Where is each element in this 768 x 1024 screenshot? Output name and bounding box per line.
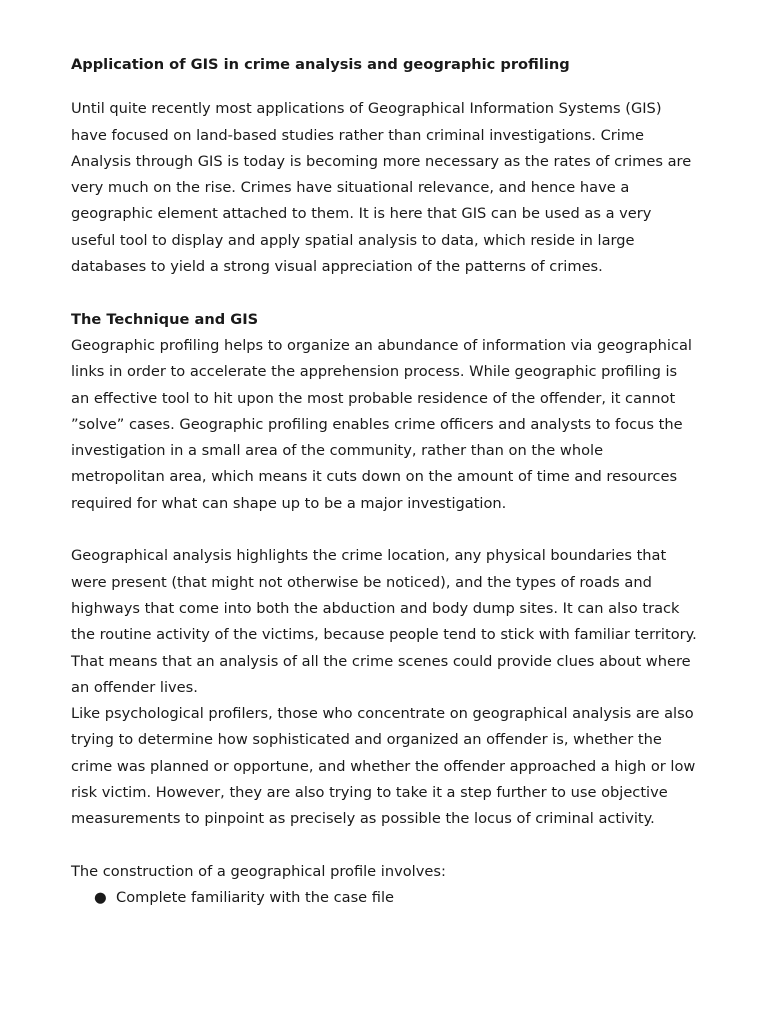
bullet-list (71, 885, 699, 911)
list-item-text: Complete familiarity with the case file (116, 889, 395, 907)
paragraph-spacer (71, 833, 699, 859)
bullet-icon: ● (94, 889, 107, 907)
intro-paragraph: Until quite recently most applications of Geographical Information Systems (GIS) have focused on land-based studies rather than criminal investigations. Crime Analysis through GIS is today is becoming more necessary as the rates of crimes are very much on the rise. Crimes have situational relevance, and hence have a geographic element attached to them. It is here that GIS can be used as a very useful tool to display and apply spatial analysis to data, which reside in large databases to yield a strong visual appreciation of the patterns of crimes. (71, 100, 692, 276)
paragraph-spacer (71, 280, 699, 306)
document-page (71, 52, 699, 912)
section-paragraph-2: Geographical analysis highlights the crime location, any physical boundaries that were present (that might not otherwise be noticed), and the types of roads and highways that come into both the abduction and body dump sites. It can also track the routine activity of the victims, because people tend to stick with familiar territory. That means that an analysis of all the crime scenes could provide clues about where an offender lives. (71, 547, 697, 696)
section-paragraph-3: Like psychological profilers, those who concentrate on geographical analysis are also trying to determine how sophisticated and organized an offender is, whether the crime was planned or opportune, and whether the offender approached a high or low risk victim. However, they are also trying to take it a step further to use objective measurements to pinpoint as precisely as possible the locus of criminal activity. (71, 705, 696, 828)
document-title: Application of GIS in crime analysis and geographic profiling (71, 56, 570, 73)
section-heading: The Technique and GIS (71, 310, 259, 328)
list-item (71, 885, 699, 911)
list-intro: The construction of a geographical profile involves: (71, 862, 446, 880)
section-paragraph-1: Geographic profiling helps to organize an abundance of information via geographical links in order to accelerate the apprehension process. While geographic profiling is an effective tool to hit upon the most probable residence of the offender, it cannot ”solve” cases. Geographic profiling enables crime officers and analysts to focus the investigation in a small area of the community, rather than on the whole metropolitan area, which means it cuts down on the amount of time and resources required for what can shape up to be a major investigation. (71, 336, 692, 512)
paragraph-spacer (71, 517, 699, 543)
